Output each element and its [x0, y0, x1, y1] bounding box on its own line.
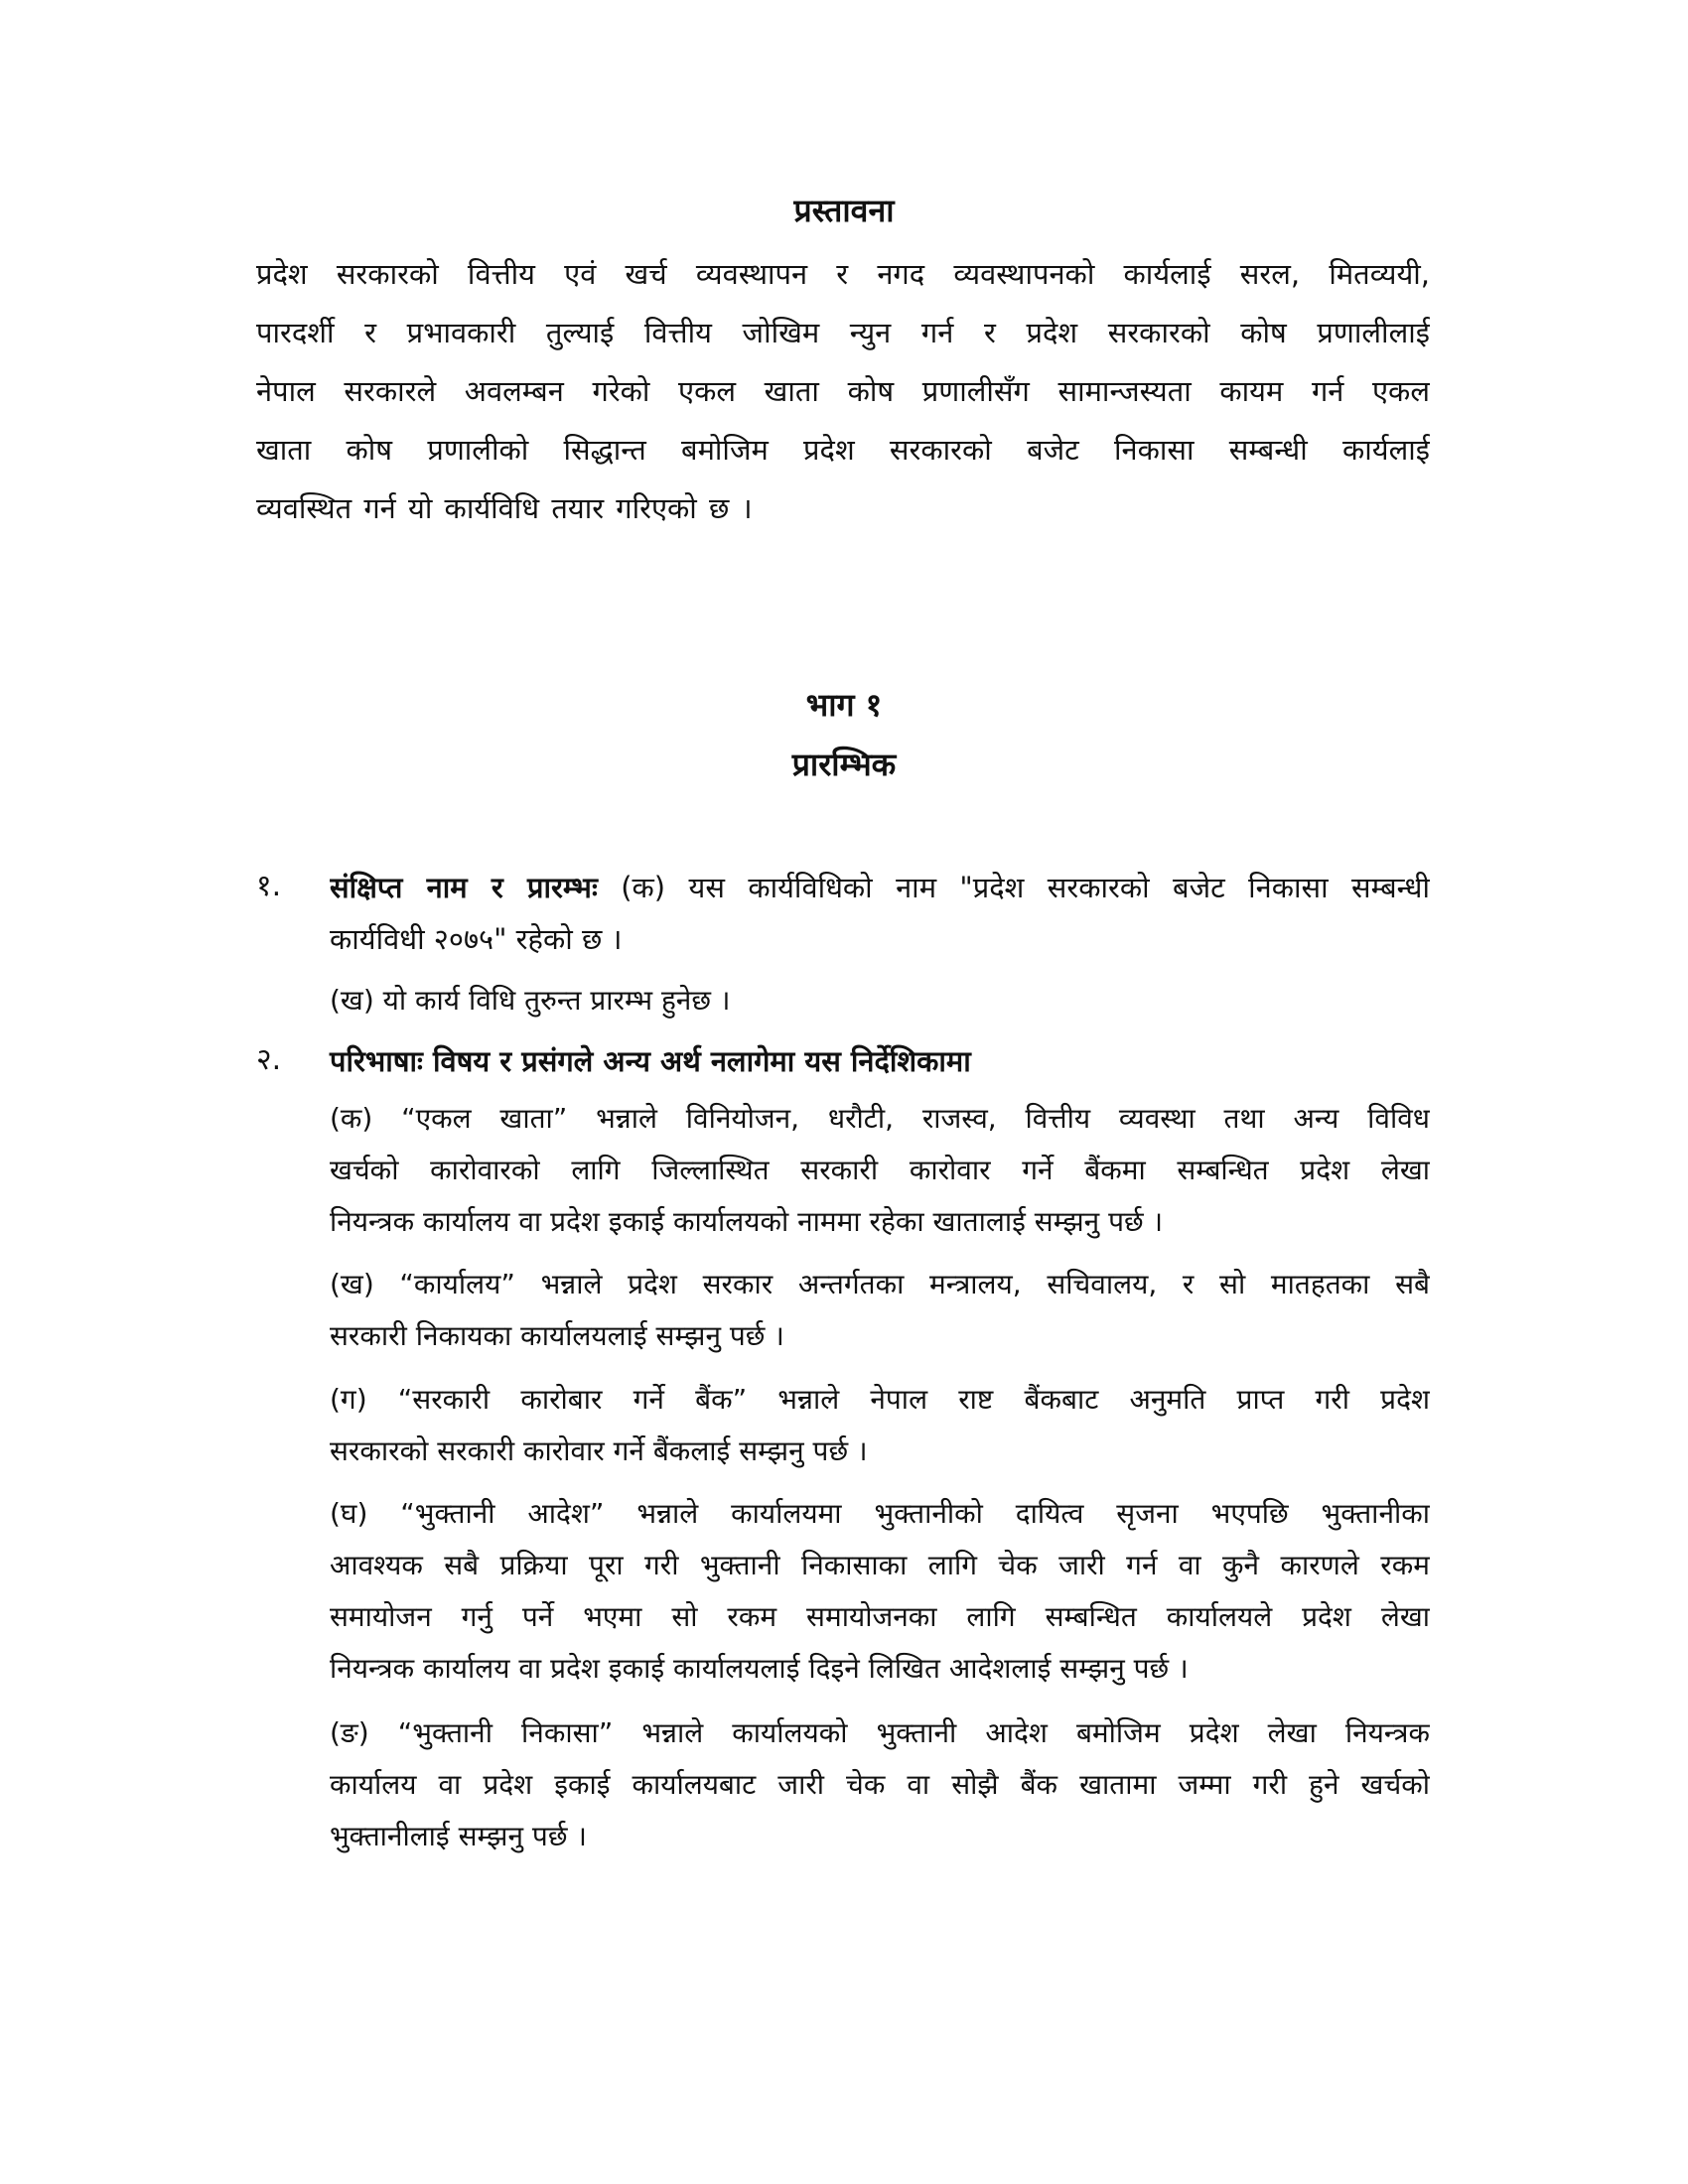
clause-line: (ङ) “भुक्तानी निकासा” भन्नाले कार्यालयको भुक्तानी आदेश बमोजिम प्रदेश लेखा नियन्त्रक — [330, 1716, 1430, 1749]
clause-line: (ख) “कार्यालय” भन्नाले प्रदेश सरकार अन्तर्गतका मन्त्रालय, सचिवालय, र सो मातहतका सबै — [330, 1268, 1430, 1300]
definition-clause — [330, 1374, 1430, 1477]
section-number: २. — [256, 1042, 282, 1077]
section-heading-text: परिभाषाः विषय र प्रसंगले अन्य अर्थ नलागेमा यस निर्देशिकामा — [330, 1044, 971, 1078]
section-1-sub-clause: (ख) यो कार्य विधि तुरुन्त प्रारम्भ हुनेछ । — [330, 984, 731, 1017]
clause-line: भुक्तानीलाई सम्झनु पर्छ । — [330, 1820, 587, 1852]
section-line: कार्यविधी २०७५" रहेको छ । — [330, 922, 623, 956]
section-heading: संक्षिप्त नाम र प्रारम्भः — [330, 871, 598, 904]
clause-line: खर्चको कारोवारको लागि जिल्लास्थित सरकारी कारोवार गर्ने बैंकमा सम्बन्धित प्रदेश लेखा — [330, 1154, 1430, 1186]
preamble-line: पारदर्शी र प्रभावकारी तुल्याई वित्तीय जोखिम न्युन गर्न र प्रदेश सरकारको कोष प्रणालीलाई — [256, 316, 1430, 349]
section-number: १. — [256, 869, 282, 903]
section-text: (क) यस कार्यविधिको नाम "प्रदेश सरकारको बजेट निकासा सम्बन्धी — [621, 871, 1430, 904]
clause-line: नियन्त्रक कार्यालय वा प्रदेश इकाई कार्यालयलाई दिइने लिखित आदेशलाई सम्झनु पर्छ । — [330, 1652, 1189, 1685]
clause-line: सरकारको सरकारी कारोवार गर्ने बैंकलाई सम्झनु पर्छ । — [330, 1434, 868, 1467]
part-title: प्रारम्भिक — [791, 746, 897, 783]
definition-clause — [330, 1488, 1430, 1695]
definition-clause — [330, 1707, 1430, 1862]
clause-line: नियन्त्रक कार्यालय वा प्रदेश इकाई कार्यालयको नाममा रहेका खातालाई सम्झनु पर्छ । — [330, 1205, 1164, 1238]
preamble-line: खाता कोष प्रणालीको सिद्धान्त बमोजिम प्रदेश सरकारको बजेट निकासा सम्बन्धी कार्यलाई — [256, 433, 1430, 467]
section-1-body — [330, 862, 1430, 965]
part-number: भाग १ — [805, 686, 883, 724]
section-line — [330, 862, 1430, 913]
preamble-line: प्रदेश सरकारको वित्तीय एवं खर्च व्यवस्थापन र नगद व्यवस्थापनको कार्यलाई सरल, मितव्ययी, — [256, 257, 1430, 291]
clause-line: समायोजन गर्नु पर्ने भएमा सो रकम समायोजनका लागि सम्बन्धित कार्यालयले प्रदेश लेखा — [330, 1600, 1430, 1633]
definition-clause — [330, 1093, 1430, 1248]
definition-clause — [330, 1259, 1430, 1362]
preamble-paragraph — [256, 245, 1430, 538]
clause-line: सरकारी निकायका कार्यालयलाई सम्झनु पर्छ । — [330, 1319, 784, 1352]
clause-line: आवश्यक सबै प्रक्रिया पूरा गरी भुक्तानी निकासाका लागि चेक जारी गर्न वा कुनै कारणले रकम — [330, 1549, 1430, 1581]
preamble-title: प्रस्तावना — [793, 192, 895, 229]
preamble-line: नेपाल सरकारले अवलम्बन गरेको एकल खाता कोष प्रणालीसँग सामान्जस्यता कायम गर्न एकल — [256, 374, 1430, 408]
section-heading — [330, 1035, 1430, 1087]
clause-line: कार्यालय वा प्रदेश इकाई कार्यालयबाट जारी चेक वा सोझै बैंक खातामा जम्मा गरी हुने खर्चको — [330, 1768, 1430, 1801]
clause-line: (घ) “भुक्तानी आदेश” भन्नाले कार्यालयमा भुक्तानीको दायित्व सृजना भएपछि भुक्तानीका — [330, 1497, 1430, 1530]
clause-line: (क) “एकल खाता” भन्नाले विनियोजन, धरौटी, राजस्व, वित्तीय व्यवस्था तथा अन्य विविध — [330, 1102, 1430, 1135]
clause-line: (ग) “सरकारी कारोबार गर्ने बैंक” भन्नाले नेपाल राष्ट बैंकबाट अनुमति प्राप्त गरी प्रदेश — [330, 1383, 1430, 1416]
preamble-line: व्यवस्थित गर्न यो कार्यविधि तयार गरिएको छ । — [256, 491, 753, 525]
